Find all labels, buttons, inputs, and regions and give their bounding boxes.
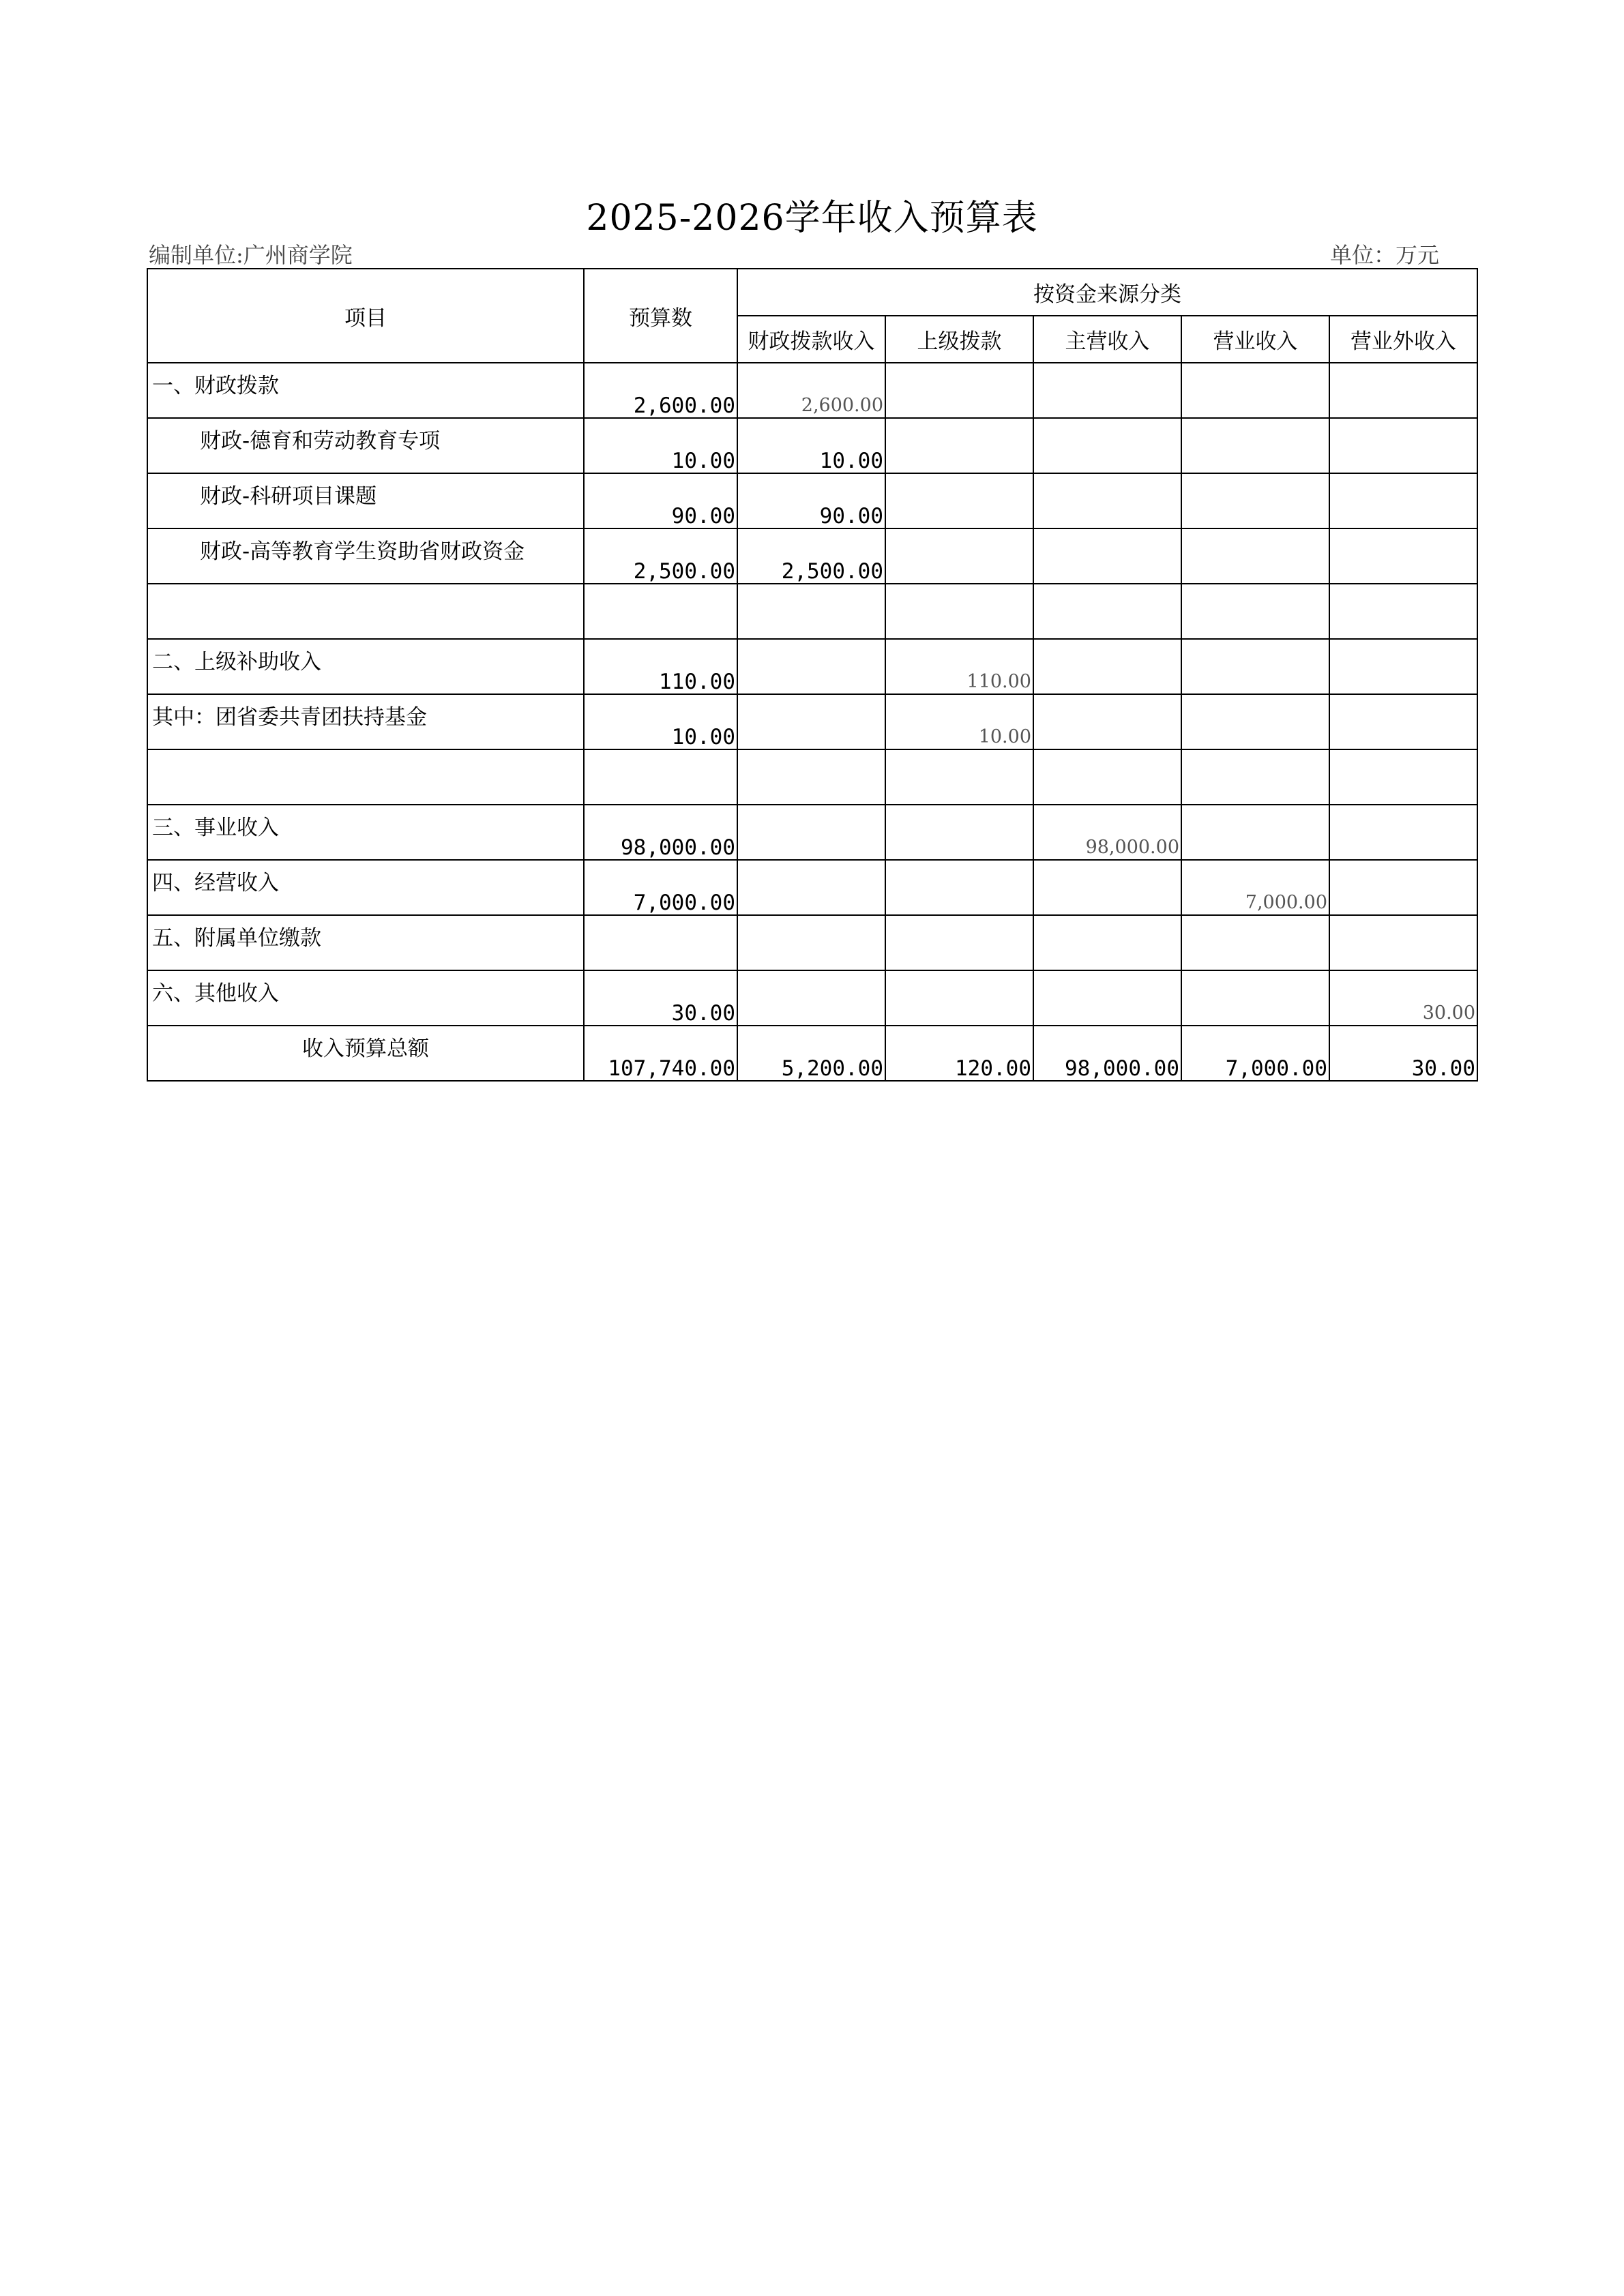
main-value <box>1033 473 1181 528</box>
table-row <box>147 528 1477 584</box>
row-label <box>147 584 584 639</box>
budget-value <box>584 915 737 970</box>
header-non-operating-income: 营业外收入 <box>1329 316 1477 363</box>
row-label: 二、上级补助收入 <box>147 639 584 694</box>
superior-value: 110.00 <box>885 639 1033 694</box>
budget-value: 2,600.00 <box>584 363 737 418</box>
budget-value <box>584 584 737 639</box>
header-item: 项目 <box>147 269 584 363</box>
fiscal-value <box>737 860 885 915</box>
operating-value <box>1181 418 1329 473</box>
superior-value <box>885 915 1033 970</box>
non-operating-value <box>1329 528 1477 584</box>
superior-value <box>885 805 1033 860</box>
operating-value <box>1181 528 1329 584</box>
row-label: 四、经营收入 <box>147 860 584 915</box>
fiscal-value <box>737 694 885 749</box>
table-row <box>147 639 1477 694</box>
operating-value <box>1181 805 1329 860</box>
row-label <box>147 749 584 805</box>
non-operating-value: 30.00 <box>1329 1026 1477 1081</box>
fiscal-value <box>737 970 885 1026</box>
row-label: 财政-德育和劳动教育专项 <box>147 418 584 473</box>
superior-value <box>885 473 1033 528</box>
non-operating-value <box>1329 584 1477 639</box>
operating-value <box>1181 363 1329 418</box>
header-operating-income: 营业收入 <box>1181 316 1329 363</box>
superior-value <box>885 418 1033 473</box>
superior-value <box>885 363 1033 418</box>
row-label: 收入预算总额 <box>147 1026 584 1081</box>
table-row <box>147 805 1477 860</box>
non-operating-value <box>1329 749 1477 805</box>
operating-value <box>1181 694 1329 749</box>
budget-value: 2,500.00 <box>584 528 737 584</box>
main-value <box>1033 639 1181 694</box>
non-operating-value: 30.00 <box>1329 970 1477 1026</box>
budget-value: 98,000.00 <box>584 805 737 860</box>
preparing-unit: 编制单位:广州商学院 <box>149 242 353 268</box>
non-operating-value <box>1329 363 1477 418</box>
page-title: 2025-2026学年收入预算表 <box>586 198 1038 239</box>
superior-value <box>885 860 1033 915</box>
table-row <box>147 970 1477 1026</box>
budget-value <box>584 749 737 805</box>
row-label: 六、其他收入 <box>147 970 584 1026</box>
row-label: 财政-高等教育学生资助省财政资金 <box>147 528 584 584</box>
main-value <box>1033 363 1181 418</box>
table-row <box>147 860 1477 915</box>
operating-value <box>1181 639 1329 694</box>
income-budget-table <box>147 268 1478 1082</box>
fiscal-value <box>737 749 885 805</box>
non-operating-value <box>1329 694 1477 749</box>
budget-value: 30.00 <box>584 970 737 1026</box>
main-value <box>1033 915 1181 970</box>
main-value <box>1033 584 1181 639</box>
header-row-1 <box>147 269 1477 316</box>
row-label: 其中：团省委共青团扶持基金 <box>147 694 584 749</box>
table-row-empty <box>147 584 1477 639</box>
currency-unit: 单位：万元 <box>1330 242 1440 268</box>
budget-value: 10.00 <box>584 694 737 749</box>
header-budget: 预算数 <box>584 269 737 363</box>
budget-value: 7,000.00 <box>584 860 737 915</box>
superior-value: 10.00 <box>885 694 1033 749</box>
non-operating-value <box>1329 860 1477 915</box>
main-value <box>1033 418 1181 473</box>
superior-value <box>885 749 1033 805</box>
fiscal-value: 5,200.00 <box>737 1026 885 1081</box>
row-label: 五、附属单位缴款 <box>147 915 584 970</box>
main-value <box>1033 528 1181 584</box>
table-row <box>147 473 1477 528</box>
header-superior-allocation: 上级拨款 <box>885 316 1033 363</box>
table-row <box>147 694 1477 749</box>
operating-value <box>1181 915 1329 970</box>
row-label: 三、事业收入 <box>147 805 584 860</box>
non-operating-value <box>1329 418 1477 473</box>
main-value <box>1033 970 1181 1026</box>
non-operating-value <box>1329 473 1477 528</box>
superior-value <box>885 970 1033 1026</box>
operating-value <box>1181 970 1329 1026</box>
row-label: 一、财政拨款 <box>147 363 584 418</box>
row-label: 财政-科研项目课题 <box>147 473 584 528</box>
table-row-empty <box>147 749 1477 805</box>
fiscal-value: 2,600.00 <box>737 363 885 418</box>
superior-value <box>885 584 1033 639</box>
main-value <box>1033 860 1181 915</box>
fiscal-value <box>737 915 885 970</box>
main-value <box>1033 749 1181 805</box>
fiscal-value: 90.00 <box>737 473 885 528</box>
table-row <box>147 363 1477 418</box>
table-row <box>147 418 1477 473</box>
budget-value: 110.00 <box>584 639 737 694</box>
operating-value <box>1181 749 1329 805</box>
header-source-group: 按资金来源分类 <box>737 269 1477 316</box>
fiscal-value: 10.00 <box>737 418 885 473</box>
operating-value <box>1181 473 1329 528</box>
budget-value: 90.00 <box>584 473 737 528</box>
main-value: 98,000.00 <box>1033 1026 1181 1081</box>
fiscal-value <box>737 639 885 694</box>
budget-value: 107,740.00 <box>584 1026 737 1081</box>
main-value <box>1033 694 1181 749</box>
non-operating-value <box>1329 915 1477 970</box>
fiscal-value <box>737 584 885 639</box>
fiscal-value <box>737 805 885 860</box>
budget-value: 10.00 <box>584 418 737 473</box>
operating-value: 7,000.00 <box>1181 860 1329 915</box>
superior-value <box>885 528 1033 584</box>
header-fiscal-income: 财政拨款收入 <box>737 316 885 363</box>
operating-value: 7,000.00 <box>1181 1026 1329 1081</box>
main-value: 98,000.00 <box>1033 805 1181 860</box>
table-row <box>147 915 1477 970</box>
superior-value: 120.00 <box>885 1026 1033 1081</box>
non-operating-value <box>1329 639 1477 694</box>
non-operating-value <box>1329 805 1477 860</box>
total-row <box>147 1026 1477 1081</box>
fiscal-value: 2,500.00 <box>737 528 885 584</box>
operating-value <box>1181 584 1329 639</box>
header-main-income: 主营收入 <box>1033 316 1181 363</box>
